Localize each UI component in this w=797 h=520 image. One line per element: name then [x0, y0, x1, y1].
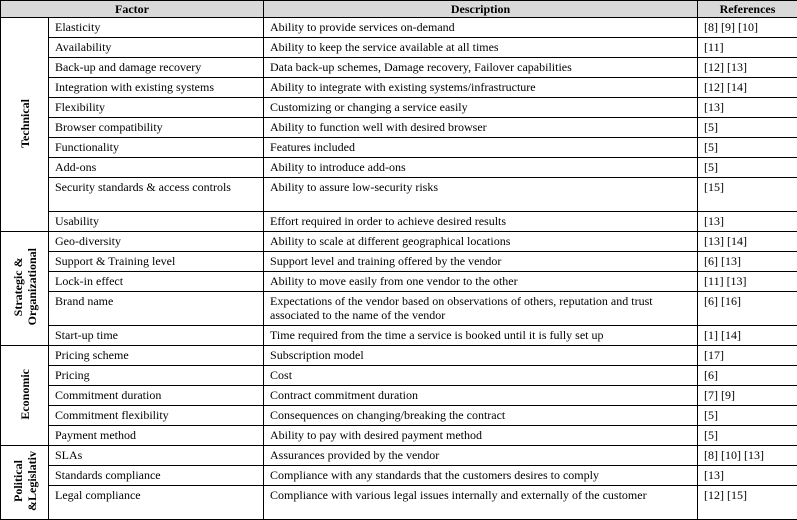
references-cell: [8] [10] [13]	[698, 446, 797, 466]
table-row	[1, 466, 797, 486]
category-label: Strategic & Organizational	[11, 248, 39, 325]
table-row	[1, 346, 797, 366]
references-cell: [12] [13]	[698, 58, 797, 78]
description-cell: Compliance with various legal issues internally and externally of the customer	[264, 486, 698, 520]
description-cell: Customizing or changing a service easily	[264, 98, 698, 118]
description-cell: Ability to keep the service available at all times	[264, 38, 698, 58]
factor-cell: SLAs	[49, 446, 264, 466]
description-cell: Effort required in order to achieve desired results	[264, 212, 698, 232]
description-cell: Expectations of the vendor based on observations of others, reputation and trust associated to the name of the vendor	[264, 292, 698, 326]
factor-cell: Integration with existing systems	[49, 78, 264, 98]
references-cell: [6] [13]	[698, 252, 797, 272]
factor-cell: Usability	[49, 212, 264, 232]
category-cell	[1, 446, 49, 520]
references-cell: [6] [16]	[698, 292, 797, 326]
references-cell: [12] [14]	[698, 78, 797, 98]
description-cell: Subscription model	[264, 346, 698, 366]
references-cell: [11] [13]	[698, 272, 797, 292]
category-label: Technical	[18, 99, 32, 148]
factor-cell: Payment method	[49, 426, 264, 446]
table-row	[1, 158, 797, 178]
references-cell: [7] [9]	[698, 386, 797, 406]
description-cell: Assurances provided by the vendor	[264, 446, 698, 466]
factor-cell: Start-up time	[49, 326, 264, 346]
description-cell: Ability to integrate with existing systems/infrastructure	[264, 78, 698, 98]
table-row	[1, 178, 797, 212]
table-row	[1, 58, 797, 78]
category-cell	[1, 346, 49, 446]
references-cell: [11]	[698, 38, 797, 58]
description-cell: Contract commitment duration	[264, 386, 698, 406]
table-row	[1, 292, 797, 326]
table-row	[1, 118, 797, 138]
references-cell: [5]	[698, 158, 797, 178]
description-cell: Ability to function well with desired browser	[264, 118, 698, 138]
description-cell: Support level and training offered by the vendor	[264, 252, 698, 272]
table-row	[1, 98, 797, 118]
table-row	[1, 446, 797, 466]
factor-cell: Pricing scheme	[49, 346, 264, 366]
table-row	[1, 78, 797, 98]
factor-cell: Add-ons	[49, 158, 264, 178]
factor-cell: Back-up and damage recovery	[49, 58, 264, 78]
table-row	[1, 212, 797, 232]
references-cell: [5]	[698, 118, 797, 138]
header-references: References	[698, 1, 797, 18]
table-row	[1, 366, 797, 386]
factor-cell: Standards compliance	[49, 466, 264, 486]
description-cell: Consequences on changing/breaking the contract	[264, 406, 698, 426]
factor-cell: Flexibility	[49, 98, 264, 118]
table-row	[1, 426, 797, 446]
description-cell: Ability to introduce add-ons	[264, 158, 698, 178]
table-row	[1, 486, 797, 520]
table-row	[1, 138, 797, 158]
references-cell: [12] [15]	[698, 486, 797, 520]
factor-cell: Security standards & access controls	[49, 178, 264, 212]
description-cell: Ability to scale at different geographical locations	[264, 232, 698, 252]
references-cell: [1] [14]	[698, 326, 797, 346]
references-cell: [13]	[698, 98, 797, 118]
description-cell: Data back-up schemes, Damage recovery, Failover capabilities	[264, 58, 698, 78]
factor-cell: Lock-in effect	[49, 272, 264, 292]
factor-cell: Brand name	[49, 292, 264, 326]
table-row	[1, 252, 797, 272]
table-row	[1, 326, 797, 346]
factor-cell: Browser compatibility	[49, 118, 264, 138]
factor-cell: Legal compliance	[49, 486, 264, 520]
table-row	[1, 386, 797, 406]
description-cell: Cost	[264, 366, 698, 386]
factor-cell: Functionality	[49, 138, 264, 158]
factor-cell: Support & Training level	[49, 252, 264, 272]
category-cell	[1, 18, 49, 232]
header-description: Description	[264, 1, 698, 18]
description-cell: Time required from the time a service is booked until it is fully set up	[264, 326, 698, 346]
factor-cell: Commitment flexibility	[49, 406, 264, 426]
references-cell: [15]	[698, 178, 797, 212]
references-cell: [5]	[698, 426, 797, 446]
references-cell: [13]	[698, 466, 797, 486]
table-row	[1, 38, 797, 58]
references-cell: [6]	[698, 366, 797, 386]
factor-cell: Pricing	[49, 366, 264, 386]
description-cell: Features included	[264, 138, 698, 158]
header-factor: Factor	[1, 1, 264, 18]
references-cell: [13] [14]	[698, 232, 797, 252]
category-cell	[1, 232, 49, 346]
references-cell: [5]	[698, 406, 797, 426]
factor-cell: Commitment duration	[49, 386, 264, 406]
references-cell: [13]	[698, 212, 797, 232]
references-cell: [17]	[698, 346, 797, 366]
factor-cell: Elasticity	[49, 18, 264, 38]
table-row	[1, 232, 797, 252]
factor-cell: Availability	[49, 38, 264, 58]
category-label: Economic	[18, 369, 32, 420]
description-cell: Ability to pay with desired payment method	[264, 426, 698, 446]
table-row	[1, 406, 797, 426]
header-row	[1, 1, 797, 18]
description-cell: Ability to move easily from one vendor to the other	[264, 272, 698, 292]
references-cell: [5]	[698, 138, 797, 158]
references-cell: [8] [9] [10]	[698, 18, 797, 38]
table-row	[1, 18, 797, 38]
description-cell: Ability to provide services on-demand	[264, 18, 698, 38]
description-cell: Ability to assure low-security risks	[264, 178, 698, 212]
description-cell: Compliance with any standards that the customers desires to comply	[264, 466, 698, 486]
table-row	[1, 272, 797, 292]
factor-cell: Geo-diversity	[49, 232, 264, 252]
category-label: Political &Legislativ	[11, 451, 39, 511]
